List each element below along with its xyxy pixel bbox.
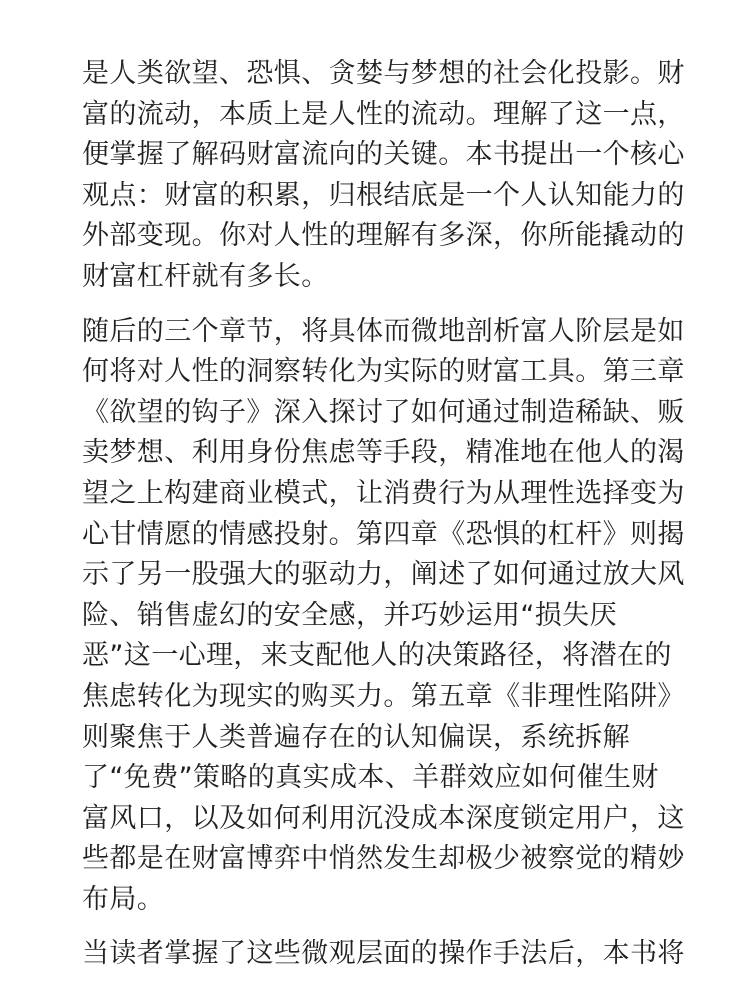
text-line: 观点：财富的积累，归根结底是一个人认知能力的 xyxy=(82,179,685,211)
text-line: 随后的三个章节，将具体而微地剖析富人阶层是如 xyxy=(82,315,685,347)
text-line: 布局。 xyxy=(82,883,165,915)
paragraph-2 xyxy=(82,312,685,921)
text-line: 险、销售虚幻的安全感，并巧妙运用“损失厌 xyxy=(82,599,617,631)
text-line: 心甘情愿的情感投射。第四章《恐惧的杠杆》则揭 xyxy=(82,518,685,550)
text-line: 财富杠杆就有多长。 xyxy=(82,260,329,292)
text-line: 恶”这一心理，来支配他人的决策路径，将潜在的 xyxy=(82,640,672,672)
text-line: 望之上构建商业模式，让消费行为从理性选择变为 xyxy=(82,477,685,509)
text-line: 焦虑转化为现实的购买力。第五章《非理性陷阱》 xyxy=(82,680,685,712)
text-line: 了“免费”策略的真实成本、羊群效应如何催生财 xyxy=(82,762,659,794)
text-line: 富风口，以及如何利用沉没成本深度锁定用户，这 xyxy=(82,802,685,834)
text-line: 《欲望的钩子》深入探讨了如何通过制造稀缺、贩 xyxy=(82,396,685,428)
text-line: 示了另一股强大的驱动力，阐述了如何通过放大风 xyxy=(82,559,685,591)
text-line: 些都是在财富博弈中悄然发生却极少被察觉的精妙 xyxy=(82,843,685,875)
text-line: 是人类欲望、恐惧、贪婪与梦想的社会化投影。财 xyxy=(82,58,685,89)
text-line: 卖梦想、利用身份焦虑等手段，精准地在他人的渴 xyxy=(82,437,685,469)
text-line: 则聚焦于人类普遍存在的认知偏误，系统拆解 xyxy=(82,721,630,753)
paragraph-1 xyxy=(82,54,685,298)
text-line: 何将对人性的洞察转化为实际的财富工具。第三章 xyxy=(82,356,685,388)
paragraph-3 xyxy=(82,934,685,975)
text-line: 富的流动，本质上是人性的流动。理解了这一点， xyxy=(82,98,685,130)
text-line: 便掌握了解码财富流向的关键。本书提出一个核心 xyxy=(82,139,685,171)
text-line: 当读者掌握了这些微观层面的操作手法后，本书将 xyxy=(82,938,685,970)
article-body xyxy=(82,54,685,989)
text-line: 外部变现。你对人性的理解有多深，你所能撬动的 xyxy=(82,220,685,252)
